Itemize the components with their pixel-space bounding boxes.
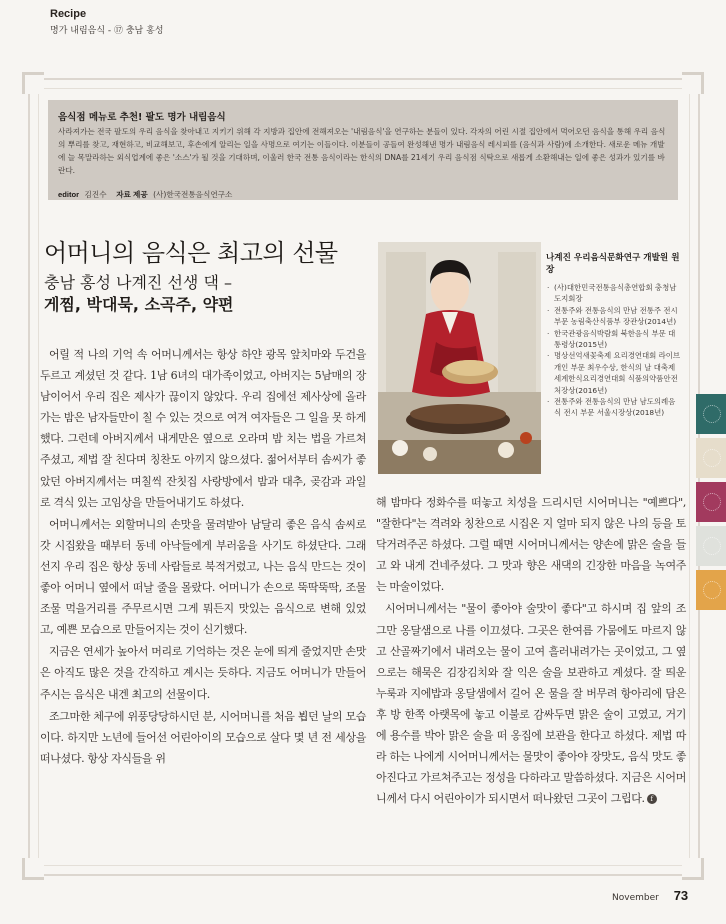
profile-box [546,252,682,419]
body-paragraph [376,598,686,809]
body-paragraph: 어머니께서는 외할머니의 손맛을 물려받아 남달리 좋은 음식 솜씨로 갓 시집왔을 때부터 동네 아낙들에게 부러움을 사기도 하셨단다. 그래선지 우리 집은 항상 동네 사람들로 북적거렸고, 나는 음식 만드는 것이 좋아 어머니 옆에서 떠날 줄을 몰랐다. 어머니가 손으로 뚝딱뚝딱, 조물조물 먹을거리를 주무르시면 그게 뭐든지 맛있는 음식으로 변해 있었고, 예쁜 모습으로 만들어지는 것이 신기했다. [40,517,366,637]
credit-line [58,189,668,200]
swatch-cream [696,438,726,478]
end-mark-icon: f [647,794,657,804]
source-label: 자료 제공 [116,190,148,199]
frame-corner [682,72,704,94]
frame-corner [22,858,44,880]
body-paragraph: 조그마한 체구에 위풍당당하시던 분, 시어머니를 처음 뵙던 날의 모습이다. 하지만 노년에 들어선 어린아이의 모습으로 살다 몇 년 전 세상을 떠나셨다. 항상 자식들을 위 [40,709,366,765]
body-paragraph: 어릴 적 나의 기억 속 어머니께서는 항상 하얀 광목 앞치마와 두건을 두르고 계셨던 것 같다. 1남 6녀의 대가족이었고, 아버지는 5남매의 장남이어서 우리 집은 제사가 끊이지 않았다. 우리 집에선 제사상에 올라가는 밤은 남자들만이 칠 수 있는 것으로 여겨 여자들은 그 일을 못 하게 했다. 그런데 아버지께서 내게만은 옆으로 오라며 밤 치는 법을 가르쳐주셨고, 제법 잘 친다며 칭찬도 아끼지 않으셨다. 젊어서부터 솜씨가 좋았던 아버지께서는 며칠씩 잔칫집 사랑방에서 밤과 대추, 곶감과 과일로 격식 있는 고임상을 만들어내기도 하셨다. [40,348,366,509]
section-label: Recipe [50,8,87,20]
intro-body: 사라져가는 전국 팔도의 우리 음식을 찾아내고 지키기 위해 각 지방과 집안에 전해져오는 '내림음식'을 연구하는 분들이 있다. 각자의 어린 시절 집안에서 먹어오던 음식을 통해 우리 음식의 뿌리를 찾고, 재현하고, 비교해보고, 후손에게 알리는 일을 사명으로 여기는 이들이다. 이분들이 공들여 완성해낸 명가 내림음식 레시피를 (음식과 사람)에 소개한다. 새로운 메뉴 개발에 늘 목말라하는 외식업계에 좋은 '소스'가 될 것을 기대하며, 이울러 한국 전통 음식이라는 한식의 DNA를 21세기 우리 음식점 식탁으로 새롭게 소환해내는 일에 좋은 성과가 있기를 바란다. [58,127,666,175]
credential-item: · 전통주와 전통음식의 만남 남도의례음식 전시 부문 서울시장상(2018년) [546,396,682,419]
frame-corner [22,72,44,94]
frame-corner [682,858,704,880]
source-name: (사)한국전통음식연구소 [153,190,233,199]
body-paragraph: 지금은 연세가 높아서 머리로 기억하는 것은 눈에 띄게 줄었지만 손맛은 아직도 많은 것을 간직하고 계시는 듯하다. 지금도 어머니가 만들어주시는 음식은 내겐 최고의 선물이다. [40,645,366,701]
profile-name: 나계진 우리음식문화연구 개발원 원장 [546,253,680,275]
body-paragraph-text: 시어머니께서는 "물이 좋아야 술맛이 좋다"고 하시며 집 앞의 조그만 옹달샘으로 나를 이끄셨다. 그곳은 한여름 가뭄에도 마르지 않고 산골짜기에서 내려오는 물이 고여 흘러내려가는 곳이었고, 그 옆으로는 해묵은 김장김치와 잘 익은 술을 보관하고 계셨다. 잘 띄운 누룩과 지에밥과 옹달샘에서 길어 온 물을 잘 버무려 항아리에 담은 후 방 한쪽 아랫목에 놓고 이불로 감싸두면 맑은 술이 고였고, 거기에 용수를 박아 맑은 술을 떠 옹집에 보관을 한다고 하셨다. 제법 따라 하는 나에게 시어머니께서는 물맛이 좋아야 장맛도, 음식 맛도 좋아진다고 가르쳐주고는 정성을 다하라고 말씀하셨다. 지금은 시어머니께서 다시 어린아이가 되시면서 떠나왔던 그곳이 그립다. [376,602,686,806]
chef-photo [378,242,541,474]
body-column-right [376,492,686,809]
swatch-light-gray [696,526,726,566]
swatch-orange [696,570,726,610]
credential-item: · 명상선억새꽃축제 요리경연대회 라이브 개인 부문 최우수상, 한식의 날 대축제 세계한식요리경연대회 식품의약품안전처장상(2016년) [546,350,682,396]
color-swatches [696,394,726,614]
editor-name: 김진수 [84,190,107,199]
intro-title: 음식점 메뉴로 추천! 팔도 명가 내림음식 [58,112,226,123]
article-title: 어머니의 음식은 최고의 선물 [44,239,338,267]
page-number: 73 [673,888,689,903]
credential-item: · (사)대한민국전통음식총연합회 충청남도지회장 [546,282,682,305]
credential-list [546,282,682,419]
footer-month: November [612,893,659,903]
swatch-magenta [696,482,726,522]
editor-label: editor [58,190,80,199]
article-subtitle: 충남 홍성 나계진 선생 댁 – [44,273,232,292]
subsection-label: 명가 내림음식 - ⑰ 충남 홍성 [50,26,164,36]
page-header [50,8,690,36]
credential-item: · 한국관광음식박람회 북한음식 부문 대통령상(2015년) [546,328,682,351]
page-footer [612,888,688,903]
credential-item: · 전통주와 전통음식의 만남 전통주 전시 부문 농림축산식품부 장관상(2014년) [546,305,682,328]
body-column-left [40,344,366,769]
body-paragraph: 해 밤마다 정화수를 떠놓고 치성을 드리시던 시어머니는 "예쁘다", "잘한다"는 격려와 칭찬으로 시집온 지 얼마 되지 않은 나의 등을 토닥거려주곤 하셨다. 그럴 때면 시어머니께서는 양손에 맑은 술을 들고 와 내게 건네주셨다. 그 맛과 향은 새댁의 긴장한 마음을 녹여주는 마술이었다. [376,496,686,594]
swatch-teal [696,394,726,434]
intro-box [48,100,678,200]
article-dishes: 게찜, 박대묵, 소곡주, 약편 [44,295,234,314]
